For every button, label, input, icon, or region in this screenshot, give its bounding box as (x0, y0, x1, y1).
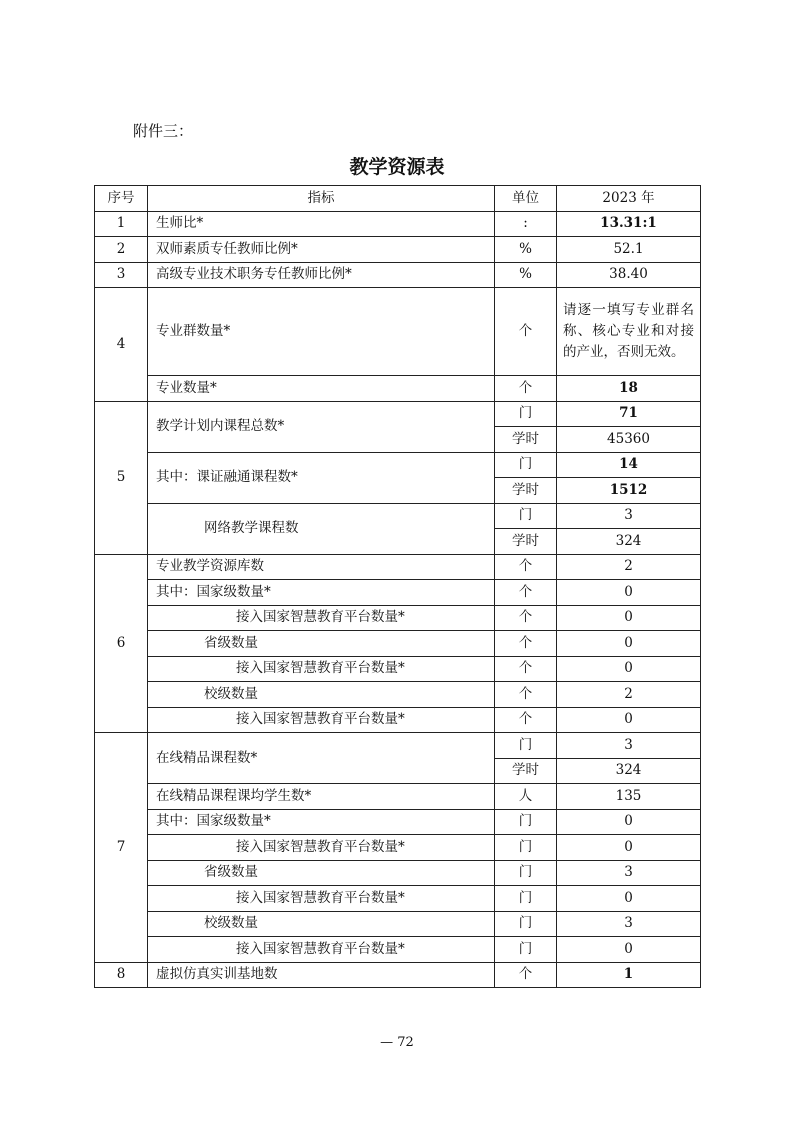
indicator-cell: 专业数量* (148, 376, 495, 402)
unit-cell: 学时 (495, 758, 557, 784)
indicator-cell: 省级数量 (148, 860, 495, 886)
value-cell: 3 (557, 503, 701, 529)
unit-cell: 门 (495, 937, 557, 963)
value-cell: 135 (557, 784, 701, 810)
table-row (95, 237, 701, 263)
table-row (95, 784, 701, 810)
indicator-cell: 接入国家智慧教育平台数量* (148, 605, 495, 631)
indicator-cell: 虚拟仿真实训基地数 (148, 962, 495, 988)
table-row (95, 937, 701, 963)
table-row (95, 733, 701, 759)
unit-cell: % (495, 262, 557, 288)
seq-cell: 6 (95, 554, 148, 733)
value-cell: 324 (557, 529, 701, 555)
unit-cell: 门 (495, 886, 557, 912)
indicator-cell: 高级专业技术职务专任教师比例* (148, 262, 495, 288)
indicator-cell: 校级数量 (148, 911, 495, 937)
value-cell: 3 (557, 733, 701, 759)
seq-cell: 3 (95, 262, 148, 288)
table-row (95, 707, 701, 733)
value-cell: 13.31:1 (557, 211, 701, 237)
unit-cell: 门 (495, 911, 557, 937)
table-row (95, 835, 701, 861)
teaching-resources-table (94, 185, 701, 988)
indicator-cell: 教学计划内课程总数* (148, 401, 495, 452)
indicator-cell: 其中：国家级数量* (148, 809, 495, 835)
indicator-cell: 接入国家智慧教育平台数量* (148, 835, 495, 861)
unit-cell: 个 (495, 288, 557, 376)
value-cell: 2 (557, 682, 701, 708)
indicator-cell: 省级数量 (148, 631, 495, 657)
unit-cell: 个 (495, 656, 557, 682)
indicator-cell: 双师素质专任教师比例* (148, 237, 495, 263)
table-row (95, 401, 701, 427)
table-row (95, 376, 701, 402)
unit-cell: 门 (495, 401, 557, 427)
value-cell: 14 (557, 452, 701, 478)
unit-cell: 学时 (495, 529, 557, 555)
header-unit: 单位 (495, 186, 557, 212)
value-cell: 0 (557, 886, 701, 912)
indicator-cell: 其中：国家级数量* (148, 580, 495, 606)
unit-cell: 个 (495, 682, 557, 708)
seq-cell: 1 (95, 211, 148, 237)
value-cell: 3 (557, 911, 701, 937)
page-number: — 72 (380, 1035, 414, 1050)
indicator-cell: 其中：课证融通课程数* (148, 452, 495, 503)
indicator-cell: 在线精品课程课均学生数* (148, 784, 495, 810)
value-cell: 3 (557, 860, 701, 886)
value-cell: 0 (557, 809, 701, 835)
indicator-cell: 在线精品课程数* (148, 733, 495, 784)
header-seq: 序号 (95, 186, 148, 212)
value-cell: 0 (557, 631, 701, 657)
unit-cell: 门 (495, 733, 557, 759)
table-row (95, 860, 701, 886)
table-row (95, 554, 701, 580)
table-row (95, 631, 701, 657)
value-cell: 0 (557, 835, 701, 861)
indicator-cell: 校级数量 (148, 682, 495, 708)
table-row (95, 211, 701, 237)
indicator-cell: 接入国家智慧教育平台数量* (148, 707, 495, 733)
value-cell: 0 (557, 656, 701, 682)
table-title: 教学资源表 (349, 156, 445, 178)
unit-cell: 门 (495, 452, 557, 478)
seq-cell: 8 (95, 962, 148, 988)
table-row (95, 452, 701, 478)
indicator-cell: 接入国家智慧教育平台数量* (148, 886, 495, 912)
table-row (95, 262, 701, 288)
value-cell: 0 (557, 580, 701, 606)
unit-cell: 个 (495, 962, 557, 988)
seq-cell: 5 (95, 401, 148, 554)
unit-cell: 学时 (495, 478, 557, 504)
value-cell: 0 (557, 937, 701, 963)
indicator-cell: 接入国家智慧教育平台数量* (148, 937, 495, 963)
unit-cell: 门 (495, 835, 557, 861)
unit-cell: 个 (495, 580, 557, 606)
value-cell: 38.40 (557, 262, 701, 288)
table-row (95, 962, 701, 988)
value-cell: 0 (557, 707, 701, 733)
unit-cell: 个 (495, 605, 557, 631)
unit-cell: 门 (495, 503, 557, 529)
attachment-label: 附件三： (133, 122, 194, 140)
table-row (95, 605, 701, 631)
unit-cell: 个 (495, 376, 557, 402)
value-cell: 18 (557, 376, 701, 402)
unit-cell: : (495, 211, 557, 237)
header-indicator: 指标 (148, 186, 495, 212)
note-cell: 请逐一填写专业群名称、核心专业和对接的产业，否则无效。 (557, 288, 701, 376)
header-year: 2023 年 (557, 186, 701, 212)
indicator-cell: 生师比* (148, 211, 495, 237)
value-cell: 52.1 (557, 237, 701, 263)
unit-cell: 门 (495, 809, 557, 835)
table-row (95, 656, 701, 682)
header-row (95, 186, 701, 212)
unit-cell: % (495, 237, 557, 263)
value-cell: 0 (557, 605, 701, 631)
table-row (95, 580, 701, 606)
table-row (95, 288, 701, 376)
unit-cell: 人 (495, 784, 557, 810)
value-cell: 1 (557, 962, 701, 988)
seq-cell: 4 (95, 288, 148, 402)
value-cell: 45360 (557, 427, 701, 453)
value-cell: 1512 (557, 478, 701, 504)
unit-cell: 门 (495, 860, 557, 886)
value-cell: 324 (557, 758, 701, 784)
indicator-cell: 接入国家智慧教育平台数量* (148, 656, 495, 682)
seq-cell: 7 (95, 733, 148, 963)
table-row (95, 886, 701, 912)
indicator-cell: 专业群数量* (148, 288, 495, 376)
table-row (95, 809, 701, 835)
unit-cell: 学时 (495, 427, 557, 453)
unit-cell: 个 (495, 631, 557, 657)
indicator-cell: 专业教学资源库数 (148, 554, 495, 580)
table-row (95, 911, 701, 937)
unit-cell: 个 (495, 707, 557, 733)
value-cell: 2 (557, 554, 701, 580)
seq-cell: 2 (95, 237, 148, 263)
value-cell: 71 (557, 401, 701, 427)
table-row (95, 682, 701, 708)
table-row (95, 503, 701, 529)
indicator-cell: 网络教学课程数 (148, 503, 495, 554)
unit-cell: 个 (495, 554, 557, 580)
